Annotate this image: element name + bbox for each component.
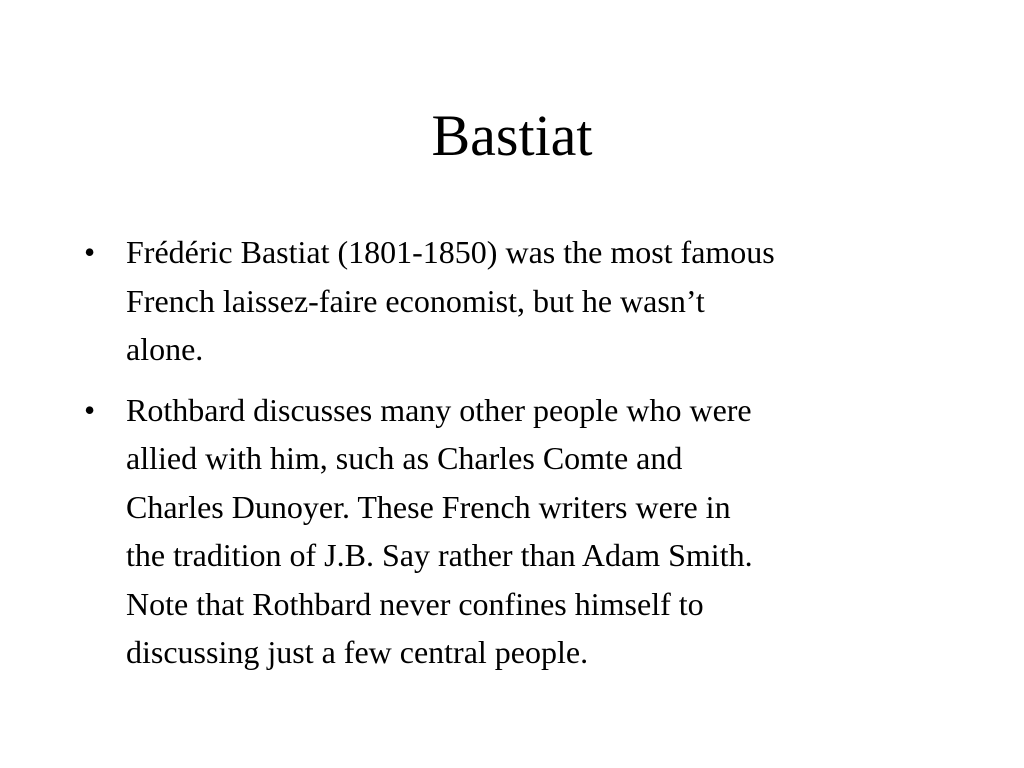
bullet-icon: •: [84, 391, 96, 428]
bullet-line: discussing just a few central people.: [126, 634, 589, 670]
bullet-line: alone.: [126, 331, 204, 367]
bullet-line: Frédéric Bastiat (1801-1850) was the most famous: [126, 234, 775, 270]
bullet-line: Note that Rothbard never confines himself to: [126, 585, 704, 622]
bullet-list: [84, 228, 954, 689]
bullet-icon: •: [84, 234, 96, 270]
bullet-item-2: [84, 386, 954, 677]
bullet-line: allied with him, such as Charles Comte and: [126, 440, 683, 476]
bullet-line: the tradition of J.B. Say rather than Adam Smith.: [126, 537, 753, 573]
bullet-item-1: [84, 228, 954, 374]
slide-title: Bastiat: [431, 103, 593, 168]
bullet-line: French laissez-faire economist, but he wasn’t: [126, 282, 705, 319]
bullet-line: Rothbard discusses many other people who were: [126, 391, 752, 428]
bullet-line: Charles Dunoyer. These French writers were in: [126, 488, 731, 525]
